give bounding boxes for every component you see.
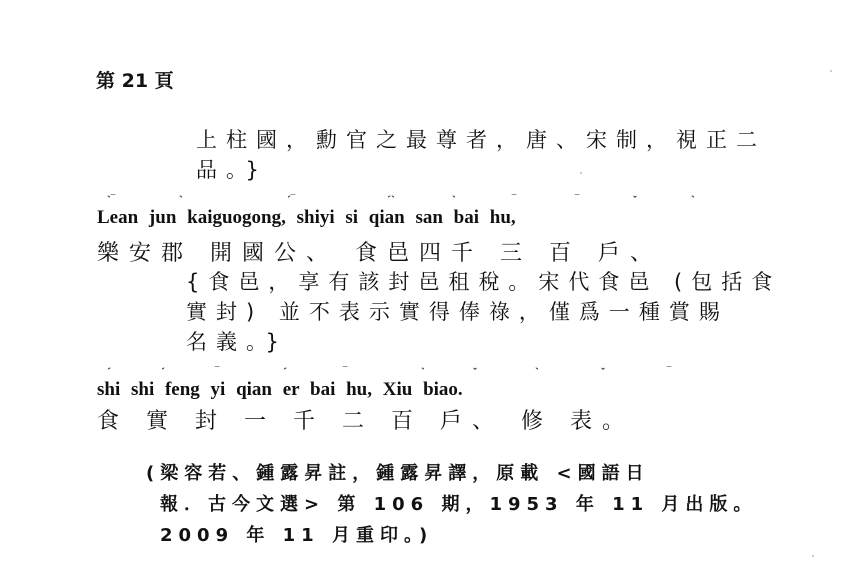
pinyin-line bbox=[97, 365, 671, 401]
tone-mark: ‾ bbox=[215, 365, 219, 379]
note-line: 名義。} bbox=[186, 330, 288, 354]
tone-mark: ‾ bbox=[575, 193, 579, 207]
tone-mark: ˊ bbox=[107, 365, 111, 379]
hanzi-line: 食 實 封 一 千 二 百 戶、 修 表。 bbox=[97, 409, 634, 434]
tone-mark: ‾ bbox=[343, 365, 347, 379]
citation-line: 報．古今文選> 第 106 期，1953 年 11 月出版。 bbox=[160, 494, 758, 515]
tone-mark: ˇ bbox=[473, 365, 477, 379]
tone-mark: ˋ bbox=[535, 365, 539, 379]
tone-mark: ˋ bbox=[179, 193, 183, 207]
tone-mark: ˇ bbox=[633, 193, 637, 207]
tone-mark: ˋ bbox=[421, 365, 425, 379]
tone-mark: ‾ bbox=[512, 193, 516, 207]
pinyin-text: shi shi feng yi qian er bai hu, Xiu biao. bbox=[97, 379, 463, 400]
note-line: 上柱國，勳官之最尊者，唐、宋制，視正二 bbox=[196, 128, 766, 152]
page-number: 第 21 頁 bbox=[96, 70, 174, 92]
pinyin-text: Lean jun kaiguogong, shiyi si qian san bai hu, bbox=[97, 207, 516, 228]
note-line: {食邑，享有該封邑租稅。宋代食邑 (包括食 bbox=[186, 270, 782, 294]
note-line: 實封) 並不表示實得俸祿，僅爲一種賞賜 bbox=[186, 300, 729, 324]
tone-mark: ‾ bbox=[667, 365, 671, 379]
citation-line: 2009 年 11 月重印。) bbox=[160, 525, 434, 546]
tone-mark: ˊ‾ bbox=[287, 193, 295, 207]
tone-mark: ˊ bbox=[161, 365, 165, 379]
scan-speck bbox=[812, 555, 814, 557]
tone-mark: ˋ‾ bbox=[107, 193, 115, 207]
tone-mark: ˋ bbox=[691, 193, 695, 207]
tone-mark: ˊˋ bbox=[387, 193, 395, 207]
note-line: 品。} bbox=[196, 158, 268, 182]
scan-speck bbox=[580, 172, 582, 174]
hanzi-line: 樂安郡 開國公、 食邑四千 三 百 戶、 bbox=[97, 241, 662, 266]
citation-line: (梁容若、鍾露昇註，鍾露昇譯，原載 <國語日 bbox=[146, 463, 650, 484]
tone-mark: ˋ bbox=[452, 193, 456, 207]
tone-mark: ˊ bbox=[283, 365, 287, 379]
tone-mark: ˇ bbox=[601, 365, 605, 379]
scan-speck bbox=[830, 70, 832, 72]
pinyin-line bbox=[97, 193, 695, 229]
